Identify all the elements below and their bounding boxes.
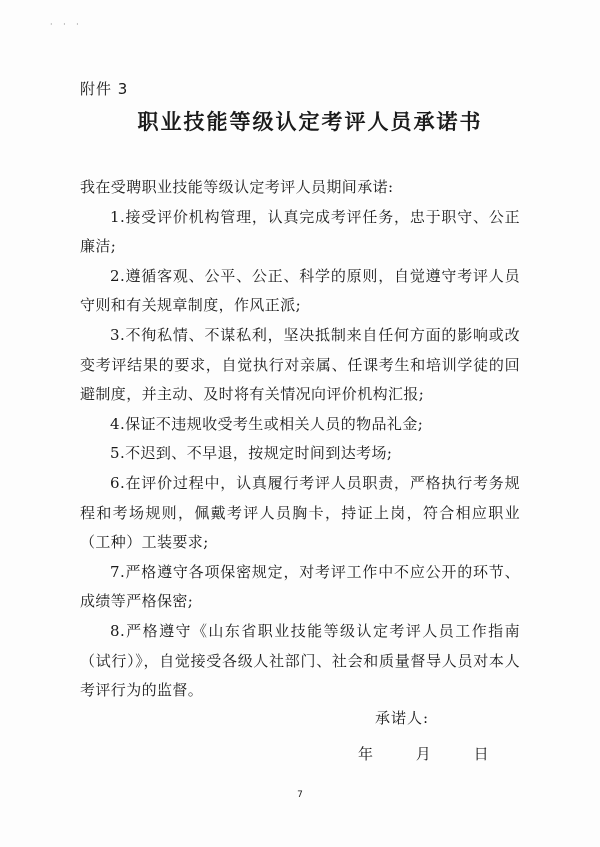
commitment-item-1: 1.接受评价机构管理，认真完成考评任务，忠于职守、公正廉洁; <box>80 207 520 256</box>
signature-label: 承诺人: <box>375 709 430 727</box>
date-month: 月 <box>415 745 431 763</box>
intro-paragraph: 我在受聘职业技能等级认定考评人员期间承诺: <box>80 178 394 196</box>
date-year: 年 <box>358 745 374 763</box>
attachment-label: 附件 3 <box>80 80 129 98</box>
commitment-item-2: 2.遵循客观、公平、公正、科学的原则，自觉遵守考评人员守则和有关规章制度，作风正派; <box>80 266 520 315</box>
commitment-item-3: 3.不徇私情、不谋私利，坚决抵制来自任何方面的影响或改变考评结果的要求，自觉执行对亲属、任课考生和培训学徒的回避制度，并主动、及时将有关情况向评价机构汇报; <box>80 325 520 404</box>
page-number: 7 <box>297 790 303 800</box>
commitment-item-7: 7.严格遵守各项保密规定，对考评工作中不应公开的环节、成绩等严格保密; <box>80 562 520 611</box>
document-body <box>80 173 520 706</box>
document-title: 职业技能等级认定考评人员承诺书 <box>137 110 483 134</box>
date-day: 日 <box>473 745 489 763</box>
commitment-item-8: 8.严格遵守《山东省职业技能等级认定考评人员工作指南（试行）》，自觉接受各级人社部门、社会和质量督导人员对本人考评行为的监督。 <box>80 621 520 700</box>
commitment-item-4: 4.保证不违规收受考生或相关人员的物品礼金; <box>110 414 424 433</box>
scan-artifact: · · · <box>50 20 83 29</box>
date-line <box>358 743 527 764</box>
commitment-item-5: 5.不迟到、不早退，按规定时间到达考场; <box>110 444 393 463</box>
commitment-item-6: 6.在评价过程中，认真履行考评人员职责，严格执行考务规 程和考场规则，佩戴考评人员胸卡，持证上岗，符合相应职业（工种）工装要求; <box>80 473 520 552</box>
